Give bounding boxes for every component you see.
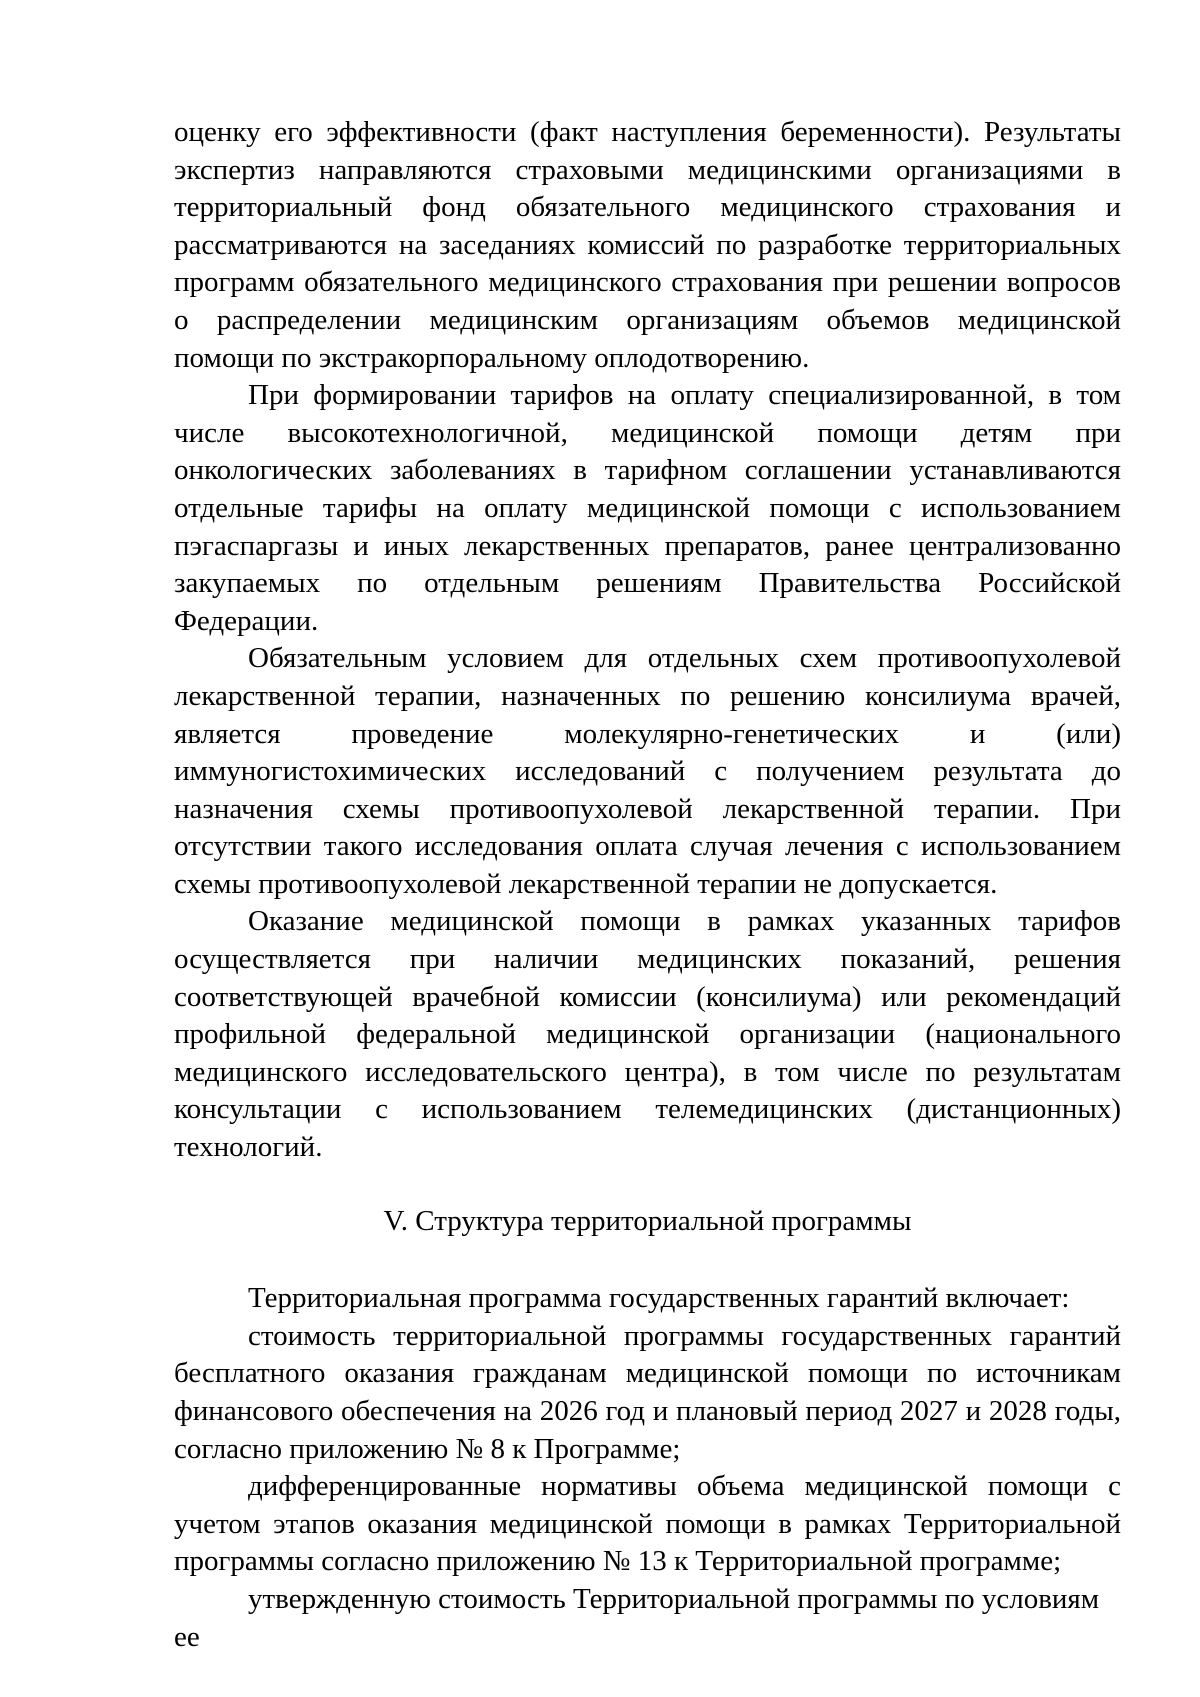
list-item-volume-standards: дифференцированные нормативы объема медицинской помощи с учетом этапов оказания медицинской помощи в рамках Территориальной программы согласно приложению № 13 к Территориальной программе; bbox=[174, 1470, 1121, 1578]
paragraph-care-conditions: Оказание медицинской помощи в рамках указанных тарифов осуществляется при наличии медицинских показаний, решения соответствующей врачебной комиссии (консилиума) или рекомендаций профильной федеральной медицинской организации (национального медицинского исследовательского центра), в том числе по результатам консультации с использованием телемедицинских (дистанционных) технологий. bbox=[174, 905, 1121, 1164]
paragraph-molecular-genetic-testing: Обязательным условием для отдельных схем противоопухолевой лекарственной терапии, назначенных по решению консилиума врачей, является проведение молекулярно-генетических и (или) иммуногистохимических исследований с получением результата до назначения схемы противоопухолевой лекарственной терапии. При отсутствии такого исследования оплата случая лечения с использованием схемы противоопухолевой лекарственной терапии не допускается. bbox=[174, 642, 1121, 900]
document-body bbox=[174, 114, 1121, 1656]
list-item-approved-cost: утвержденную стоимость Территориальной программы по условиям ее bbox=[174, 1582, 1100, 1653]
paragraph-pediatric-oncology-tariffs: При формировании тарифов на оплату специализированной, в том числе высокотехнологичной, медицинской помощи детям при онкологических заболеваниях в тарифном соглашении устанавливаются отдельные тарифы на оплату медицинской помощи с использованием пэгаспаргазы и иных лекарственных препаратов, ранее централизованно закупаемых по отдельным решениям Правительства Российской Федерации. bbox=[174, 379, 1121, 637]
paragraph-program-includes: Территориальная программа государственных гарантий включает: bbox=[248, 1282, 1070, 1315]
list-item-program-cost: стоимость территориальной программы государственных гарантий бесплатного оказания гражданам медицинской помощи по источникам финансового обеспечения на 2026 год и плановый период 2027 и 2028 годы, согласно приложению № 8 к Программе; bbox=[174, 1319, 1121, 1465]
section-heading: V. Структура территориальной программы bbox=[383, 1204, 912, 1237]
paragraph-ivf-expertise-results: оценку его эффективности (факт наступления беременности). Результаты экспертиз направляются страховыми медицинскими организациями в территориальный фонд обязательного медицинского страхования и рассматриваются на заседаниях комиссий по разработке территориальных программ обязательного медицинского страхования при решении вопросов о распределении медицинским организациям объемов медицинской помощи по экстракорпоральному оплодотворению. bbox=[174, 116, 1121, 374]
